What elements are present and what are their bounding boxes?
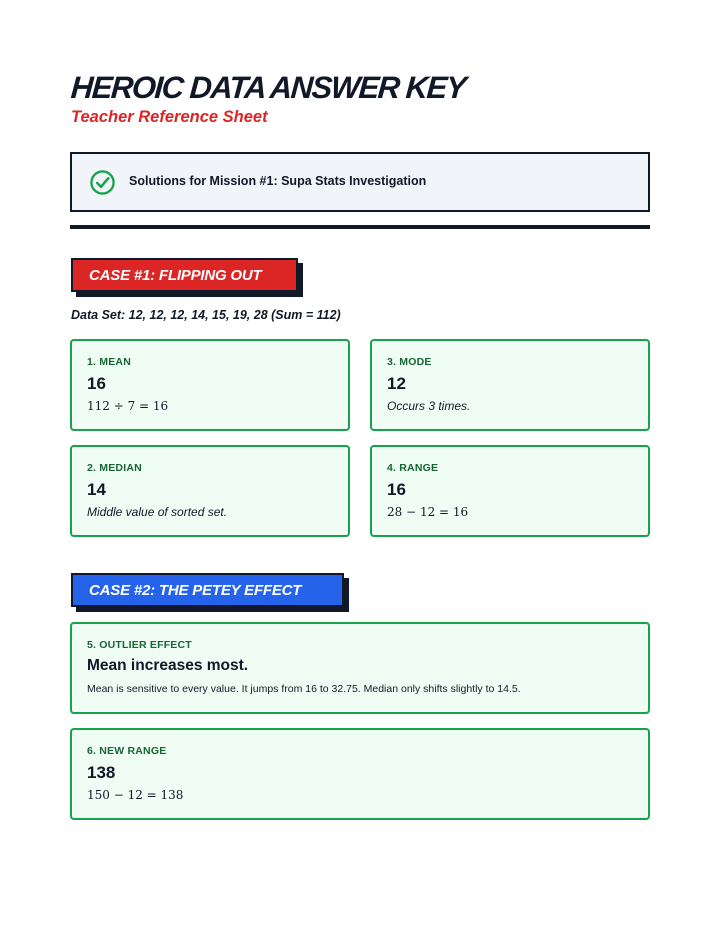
range-value: 16	[387, 480, 406, 499]
new-range-card	[70, 728, 650, 820]
mode-card	[370, 339, 650, 431]
new-range-note: 150 − 12 = 138	[87, 788, 184, 802]
check-circle-icon	[89, 169, 116, 196]
new-range-value: 138	[87, 763, 116, 782]
case1-heading: CASE #1: FLIPPING OUT	[71, 258, 298, 292]
mean-value: 16	[87, 374, 106, 393]
outlier-value: Mean increases most.	[87, 657, 249, 674]
new-range-label: 6. NEW RANGE	[87, 745, 167, 757]
outlier-effect-card	[70, 622, 650, 714]
range-note: 28 − 12 = 16	[387, 505, 469, 519]
banner-text: Solutions for Mission #1: Supa Stats Investigation	[129, 174, 427, 188]
mean-label: 1. MEAN	[87, 356, 131, 368]
mean-card	[70, 339, 350, 431]
median-value: 14	[87, 480, 106, 499]
outlier-label: 5. OUTLIER EFFECT	[87, 639, 192, 651]
page-subtitle: Teacher Reference Sheet	[71, 108, 268, 126]
mode-value: 12	[387, 374, 406, 393]
mode-label: 3. MODE	[387, 356, 432, 368]
range-label: 4. RANGE	[387, 462, 439, 474]
case1-dataset: Data Set: 12, 12, 12, 14, 15, 19, 28 (Sum = 112)	[71, 308, 341, 322]
page-title: HEROIC DATA ANSWER KEY	[69, 70, 467, 105]
case2-heading: CASE #2: THE PETEY EFFECT	[71, 573, 344, 607]
outlier-note: Mean is sensitive to every value. It jumps from 16 to 32.75. Median only shifts slightly to 14.5.	[87, 683, 521, 695]
median-note: Middle value of sorted set.	[87, 505, 228, 519]
mean-note: 112 ÷ 7 = 16	[87, 399, 169, 413]
mode-note: Occurs 3 times.	[387, 399, 471, 413]
median-card	[70, 445, 350, 537]
median-label: 2. MEDIAN	[87, 462, 142, 474]
range-card	[370, 445, 650, 537]
divider-rule	[70, 225, 650, 229]
solutions-banner	[70, 152, 650, 212]
